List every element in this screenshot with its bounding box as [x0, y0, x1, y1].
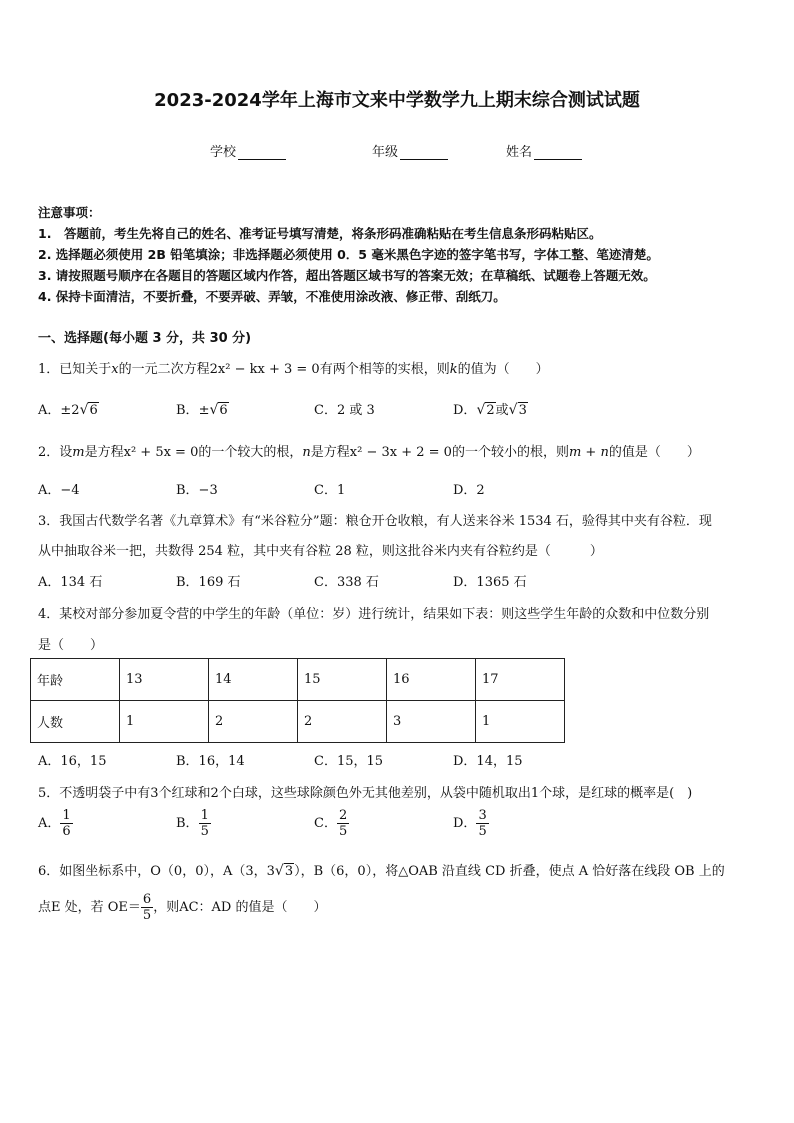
q3-option-b[interactable]: B．169 石 [176, 575, 241, 590]
table-cell: 1 [120, 701, 209, 743]
school-label: 学校 [210, 145, 237, 160]
table-cell: 16 [387, 659, 476, 701]
exam-title: 2023-2024学年上海市文来中学数学九上期末综合测试试题 [154, 90, 640, 111]
numerator: 1 [200, 808, 209, 823]
sqrt-icon: √ [79, 402, 89, 418]
table-cell: 13 [120, 659, 209, 701]
q6-text: ），B（6，0），将△OAB 沿直线 CD 折叠，使点 A 恰好落在线段 OB 上的 [294, 864, 725, 879]
sqrt-icon: √ [209, 402, 219, 418]
q1-text: 有两个相等的实根，则 [319, 362, 450, 377]
radicand: 6 [89, 403, 98, 418]
sqrt-icon: √ [274, 863, 284, 879]
grade-blank [400, 147, 448, 160]
question-3-line-1: 3．我国古代数学名著《九章算术》有“米谷粒分”题：粮仓开仓收粮，有人送来谷米 1534 石，验得其中夹有谷粒．现 [38, 514, 712, 529]
notice-item: 2. 选择题必须使用 2B 铅笔填涂；非选择题必须使用 0．5 毫米黑色字迹的签字笔书写，字体工整、笔迹清楚。 [38, 247, 659, 262]
numerator: 1 [62, 808, 71, 823]
section-heading: 一、选择题(每小题 3 分，共 30 分) [38, 331, 252, 346]
q2-text: 2．设 [38, 445, 73, 460]
q4-option-b[interactable]: B．16，14 [176, 754, 245, 769]
question-2 [38, 441, 700, 460]
table-row [31, 659, 565, 701]
denominator: 5 [200, 824, 209, 839]
table-cell: 3 [387, 701, 476, 743]
option-label: D． [453, 816, 477, 831]
table-cell: 2 [298, 701, 387, 743]
fraction [337, 808, 349, 839]
q1-text: 1．已知关于 [38, 362, 112, 377]
q1-option-b[interactable] [176, 399, 229, 418]
sqrt-icon: √ [508, 402, 518, 418]
option-value: ±2 [60, 403, 80, 418]
q1-var-x: x [111, 362, 119, 377]
q5-option-d[interactable] [453, 808, 489, 839]
denominator: 6 [62, 824, 71, 839]
option-label: A． [38, 403, 61, 418]
q3-option-c[interactable]: C．338 石 [314, 575, 379, 590]
grade-label: 年级 [372, 145, 399, 160]
q4-option-d[interactable]: D．14，15 [453, 754, 523, 769]
q5-option-a[interactable] [38, 808, 73, 839]
q1-option-d[interactable] [453, 399, 528, 418]
q2-option-c[interactable]: C．1 [314, 483, 346, 498]
question-3-line-2: 从中抽取谷米一把，共数得 254 粒，其中夹有谷粒 28 粒，则这批谷米内夹有谷粒约是（ ） [38, 544, 603, 559]
q2-option-d[interactable]: D．2 [453, 483, 485, 498]
q4-option-a[interactable]: A．16，15 [38, 754, 107, 769]
sqrt-icon: √ [476, 402, 486, 418]
q4-option-c[interactable]: C．15，15 [314, 754, 384, 769]
grade-field [372, 141, 448, 160]
notice-item: 3. 请按照题号顺序在各题目的答题区域内作答，超出答题区域书写的答案无效；在草稿纸、试题卷上答题无效。 [38, 268, 656, 283]
option-text: 或 [495, 403, 509, 418]
option-value: ± [198, 403, 210, 418]
question-5: 5．不透明袋子中有3个红球和2个白球，这些球除颜色外无其他差别，从袋中随机取出1个球，是红球的概率是( ) [38, 786, 693, 801]
q1-var-k: k [449, 362, 458, 377]
q2-equation: x² − 3x + 2 = 0 [349, 445, 452, 460]
name-field [506, 141, 582, 160]
q3-option-a[interactable]: A．134 石 [38, 575, 103, 590]
q6-text: ，则AC：AD 的值是（ ） [153, 900, 327, 915]
name-label: 姓名 [506, 145, 533, 160]
school-blank [238, 147, 286, 160]
q5-option-b[interactable] [176, 808, 211, 839]
q3-option-d[interactable]: D．1365 石 [453, 575, 527, 590]
option-label: B． [176, 816, 199, 831]
fraction [60, 808, 72, 839]
q1-text: 的值为（ ） [457, 362, 549, 377]
option-label: B． [176, 403, 199, 418]
numerator: 3 [478, 808, 487, 823]
q1-text: 的一元二次方程 [118, 362, 210, 377]
q2-var-n: n [302, 445, 311, 460]
q2-text: 的值是（ ） [608, 445, 700, 460]
denominator: 5 [478, 824, 487, 839]
table-cell: 年龄 [31, 659, 120, 701]
q2-equation: x² + 5x = 0 [123, 445, 199, 460]
q2-text: 的一个较小的根，则 [451, 445, 569, 460]
notice-item: 1. 答题前，考生先将自己的姓名、准考证号填写清楚，将条形码准确粘贴在考生信息条形码粘贴区。 [38, 226, 602, 241]
q2-text: 的一个较大的根， [198, 445, 303, 460]
numerator: 6 [142, 892, 152, 907]
q5-option-c[interactable] [314, 808, 349, 839]
table-cell: 2 [209, 701, 298, 743]
notice-heading: 注意事项： [38, 205, 101, 220]
notice-block [38, 202, 659, 307]
table-cell: 14 [209, 659, 298, 701]
radicand: 3 [284, 864, 294, 879]
question-4-line-2: 是（ ） [38, 638, 104, 653]
fraction [141, 892, 153, 923]
q1-option-a[interactable] [38, 399, 99, 418]
option-label: D． [453, 403, 477, 418]
q2-text: 是方程 [310, 445, 350, 460]
name-blank [534, 147, 582, 160]
question-6-line-1 [38, 860, 725, 879]
question-1 [38, 358, 549, 377]
numerator: 2 [338, 808, 348, 823]
question-4-line-1: 4．某校对部分参加夏令营的中学生的年龄（单位：岁）进行统计，结果如下表：则这些学生年龄的众数和中位数分别 [38, 607, 710, 622]
table-row [31, 701, 565, 743]
fraction [476, 808, 488, 839]
school-field [210, 141, 286, 160]
question-6-line-2 [38, 892, 326, 923]
q2-var-m: m [72, 445, 85, 460]
table-cell: 15 [298, 659, 387, 701]
denominator: 5 [142, 908, 152, 923]
q2-option-a[interactable]: A．−4 [38, 483, 80, 498]
radicand: 6 [219, 403, 228, 418]
age-table [30, 658, 565, 743]
q6-text: 6．如图坐标系中，O（0，0），A（3，3 [38, 864, 275, 879]
table-cell: 人数 [31, 701, 120, 743]
q2-text: 是方程 [84, 445, 124, 460]
radicand: 3 [518, 403, 527, 418]
fraction [199, 808, 211, 839]
radicand: 2 [486, 403, 495, 418]
notice-item: 4. 保持卡面清洁，不要折叠，不要弄破、弄皱，不准使用涂改液、修正带、刮纸刀。 [38, 289, 506, 304]
q1-equation: 2x² − kx + 3 = 0 [209, 362, 320, 377]
q2-expression: m + n [568, 445, 609, 460]
option-label: C． [314, 816, 337, 831]
option-label: A． [38, 816, 61, 831]
table-cell: 1 [476, 701, 565, 743]
table-cell: 17 [476, 659, 565, 701]
denominator: 5 [338, 824, 348, 839]
q1-option-c[interactable]: C．2 或 3 [314, 403, 375, 418]
q6-text: 点E 处，若 OE＝ [38, 900, 141, 915]
q2-option-b[interactable]: B．−3 [176, 483, 218, 498]
